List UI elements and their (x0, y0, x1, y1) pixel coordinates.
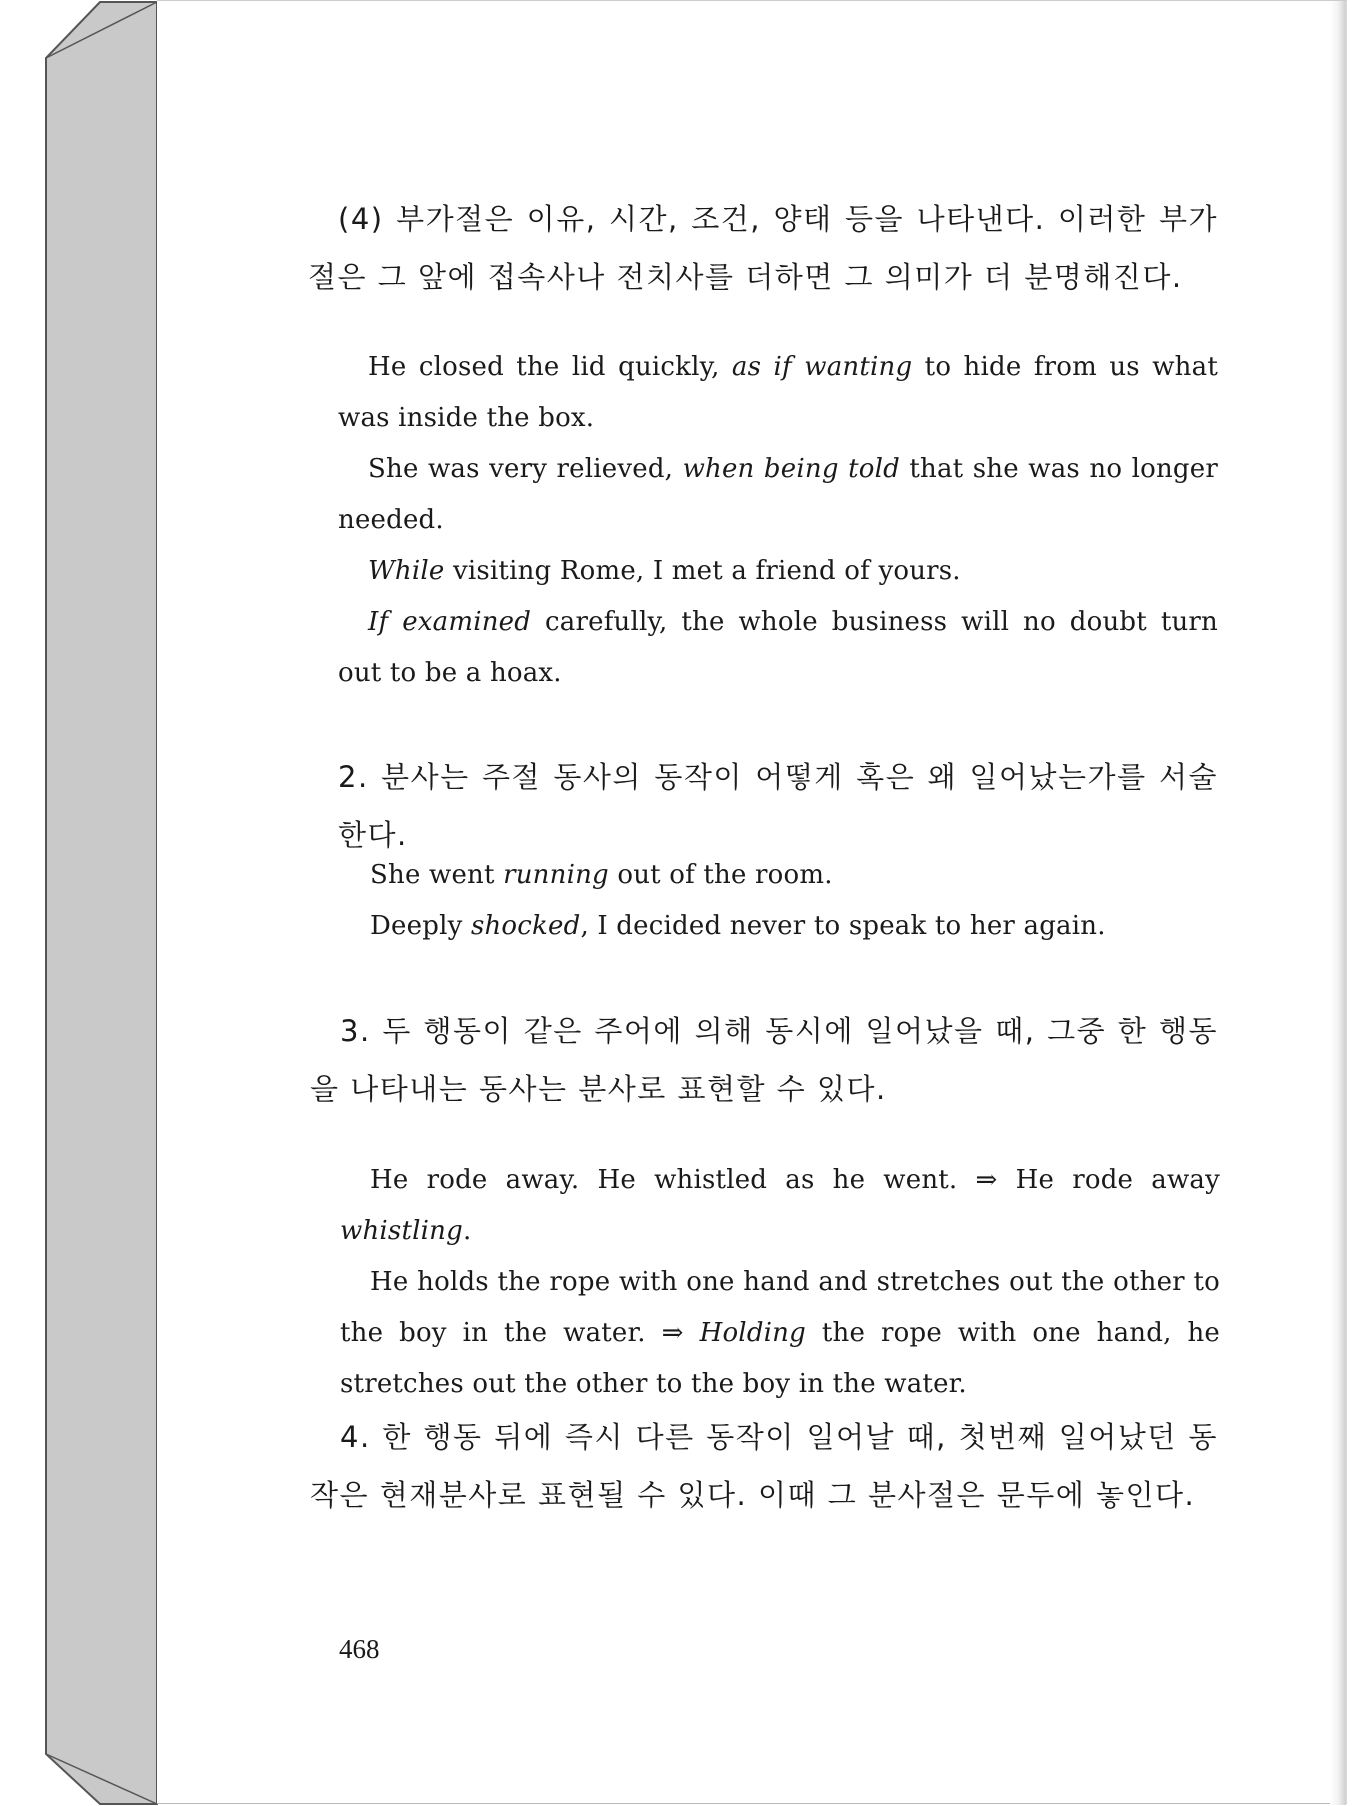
example-sentence: If examined carefully, the whole business will no doubt turn out to be a hoax. (338, 607, 1218, 688)
heading-3: 3. 두 행동이 같은 주어에 의해 동시에 일어났을 때, 그중 한 행동을 나타내는 동사는 분사로 표현할 수 있다. (310, 1014, 1218, 1106)
example-sentence: He holds the rope with one hand and stretches out the other to the boy in the water. ⇒ Holding the rope with one hand, he stretches out the other to the boy in the water. (340, 1267, 1220, 1399)
example-sentence: She was very relieved, when being told that she was no longer needed. (338, 454, 1218, 535)
example-sentence: She went running out of the room. (370, 860, 833, 890)
example-sentence: He closed the lid quickly, as if wanting to hide from us what was inside the box. (338, 352, 1218, 433)
section-4-paragraph (308, 190, 1218, 306)
section-4-text: (4) 부가절은 이유, 시간, 조건, 양태 등을 나타낸다. 이러한 부가절은 그 앞에 접속사나 전치사를 더하면 그 의미가 더 분명해진다. (308, 202, 1218, 294)
example-sentence: Deeply shocked, I decided never to speak to her again. (370, 911, 1106, 941)
examples-group-2 (370, 850, 1218, 952)
example-sentence: While visiting Rome, I met a friend of yours. (368, 556, 961, 586)
page-edge-shadow (1330, 1, 1346, 1805)
example-sentence: He rode away. He whistled as he went. ⇒ He rode away whistling. (340, 1165, 1220, 1246)
examples-group-1 (338, 342, 1218, 699)
heading-2: 2. 분사는 주절 동사의 동작이 어떻게 혹은 왜 일어났는가를 서술한다. (338, 760, 1218, 852)
examples-group-3 (340, 1155, 1220, 1410)
book-spine (0, 0, 160, 1806)
heading-4: 4. 한 행동 뒤에 즉시 다른 동작이 일어날 때, 첫번째 일어났던 동작은 현재분사로 표현될 수 있다. 이때 그 분사절은 문두에 놓인다. (310, 1420, 1218, 1512)
page-number: 468 (339, 1634, 380, 1664)
